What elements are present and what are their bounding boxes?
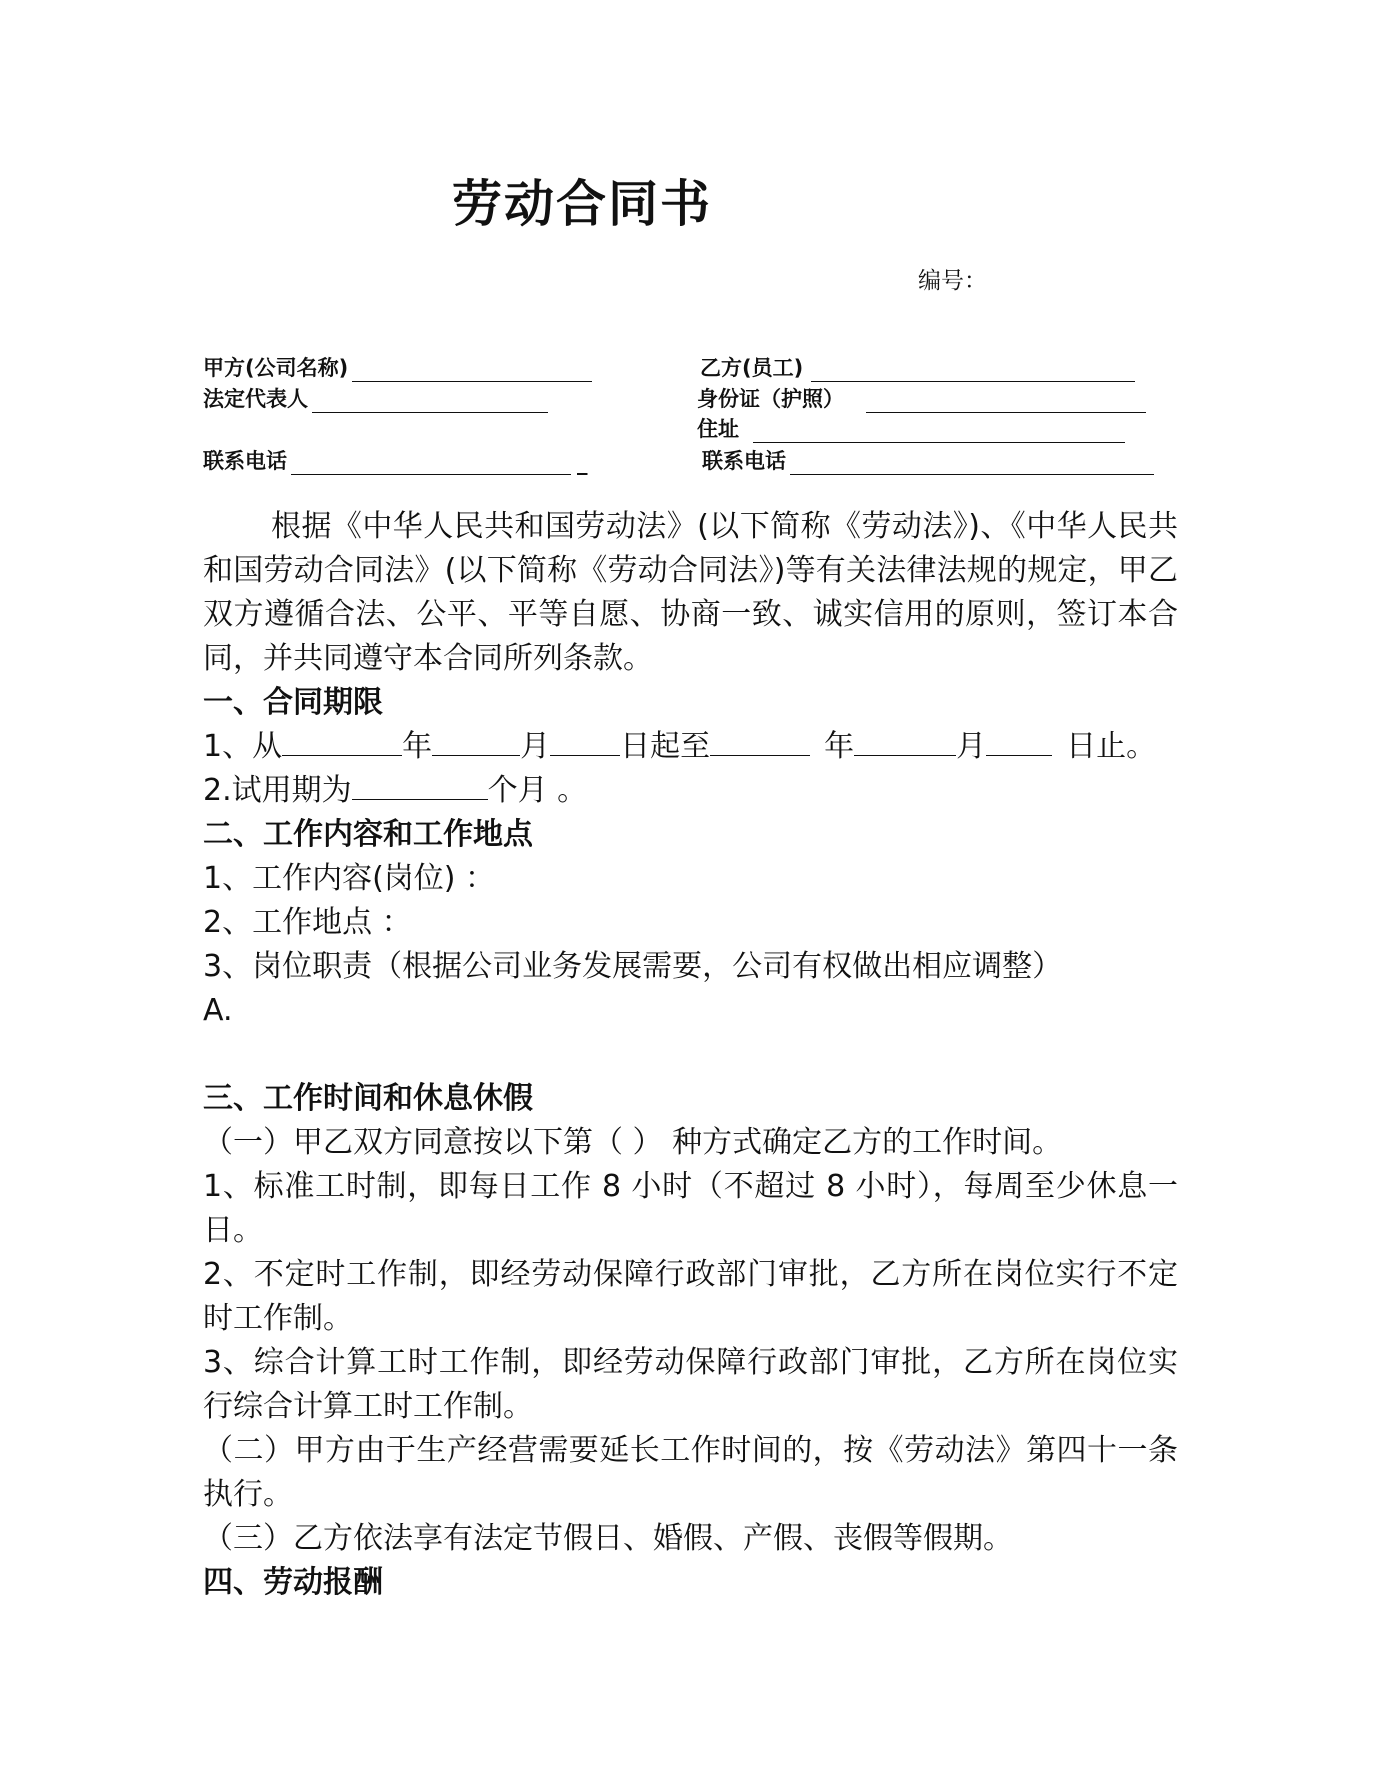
term-start-month-blank[interactable]	[432, 725, 520, 756]
party-a-phone-label: 联系电话	[203, 449, 287, 473]
party-b-address-field	[697, 413, 1125, 443]
intro-paragraph: 根据《中华人民共和国劳动法》(以下简称《劳动法》)、《中华人民共和国劳动合同法》(以下简称《劳动合同法》)等有关法律法规的规定，甲乙双方遵循合法、公平、平等自愿、协商一致、诚实信用的原则，签订本合同，并共同遵守本合同所列条款。	[203, 509, 1178, 676]
section2-item: 3、岗位职责（根据公司业务发展需要，公司有权做出相应调整）	[203, 949, 1063, 984]
section2-heading: 二、工作内容和工作地点	[203, 817, 533, 852]
party-a-phone-blank[interactable]	[291, 452, 571, 475]
section3-item: 1、标准工时制，即每日工作 8 小时（不超过 8 小时），每周至少休息一日。	[203, 1169, 1178, 1248]
term-end-month-label: 月	[956, 729, 987, 764]
party-b-employee-label: 乙方(员工)	[700, 356, 804, 380]
spacer	[203, 1033, 1178, 1077]
term-end-day-blank[interactable]	[986, 725, 1052, 756]
term-day-to-label: 日止。	[1066, 729, 1157, 764]
probation-months-blank[interactable]	[352, 769, 488, 800]
party-b-address-label: 住址	[697, 417, 739, 441]
section3-item: （一）甲乙双方同意按以下第（ ） 种方式确定乙方的工作时间。	[203, 1125, 1063, 1160]
party-a-rep-field	[203, 383, 548, 413]
party-a-company-field	[203, 352, 592, 382]
probation-suffix: 个月 。	[487, 773, 588, 808]
section2-item: 2、工作地点 ：	[203, 905, 412, 940]
term-prefix: 1、从	[203, 729, 283, 764]
section4-heading: 四、劳动报酬	[203, 1565, 383, 1600]
term-end-year-blank[interactable]	[710, 725, 810, 756]
term-year-label: 年	[402, 729, 433, 764]
section2-item: A.	[203, 993, 233, 1028]
term-end-year-label: 年	[824, 729, 855, 764]
section1-heading: 一、合同期限	[203, 685, 383, 720]
contract-term-line	[203, 725, 1178, 769]
document-title: 劳动合同书	[452, 175, 712, 233]
party-a-phone-field	[203, 445, 588, 475]
term-start-year-blank[interactable]	[282, 725, 402, 756]
term-end-month-blank[interactable]	[854, 725, 956, 756]
party-b-employee-blank[interactable]	[811, 359, 1135, 382]
party-a-phone-suffix: _	[577, 451, 588, 475]
section3-item: 3、综合计算工时工作制，即经劳动保障行政部门审批，乙方所在岗位实行综合计算工时工作制。	[203, 1345, 1178, 1424]
probation-line	[203, 769, 1178, 813]
contract-body	[203, 505, 1178, 1605]
term-month-label: 月	[520, 729, 551, 764]
term-day-from-label: 日起至	[620, 729, 711, 764]
party-b-id-field	[697, 383, 1146, 413]
section3-item: （二）甲方由于生产经营需要延长工作时间的，按《劳动法》第四十一条执行。	[203, 1433, 1178, 1512]
section3-item: 2、不定时工作制，即经劳动保障行政部门审批，乙方所在岗位实行不定时工作制。	[203, 1257, 1178, 1336]
party-b-employee-field	[700, 352, 1135, 382]
party-b-id-blank[interactable]	[866, 390, 1146, 413]
party-b-address-blank[interactable]	[753, 420, 1125, 443]
section2-item: 1、工作内容(岗位) ：	[203, 861, 496, 896]
term-start-day-blank[interactable]	[550, 725, 620, 756]
probation-prefix: 2.试用期为	[203, 773, 352, 808]
party-a-rep-label: 法定代表人	[203, 387, 308, 411]
party-a-rep-blank[interactable]	[312, 390, 548, 413]
contract-number-label: 编号：	[918, 268, 987, 294]
party-b-id-label: 身份证（护照）	[697, 387, 844, 411]
party-a-company-label: 甲方(公司名称)	[203, 356, 349, 380]
party-b-phone-blank[interactable]	[790, 452, 1154, 475]
party-a-company-blank[interactable]	[352, 359, 592, 382]
section3-heading: 三、工作时间和休息休假	[203, 1081, 533, 1116]
party-b-phone-field	[702, 445, 1154, 475]
party-b-phone-label: 联系电话	[702, 449, 786, 473]
section3-item: （三）乙方依法享有法定节假日、婚假、产假、丧假等假期。	[203, 1521, 1013, 1556]
